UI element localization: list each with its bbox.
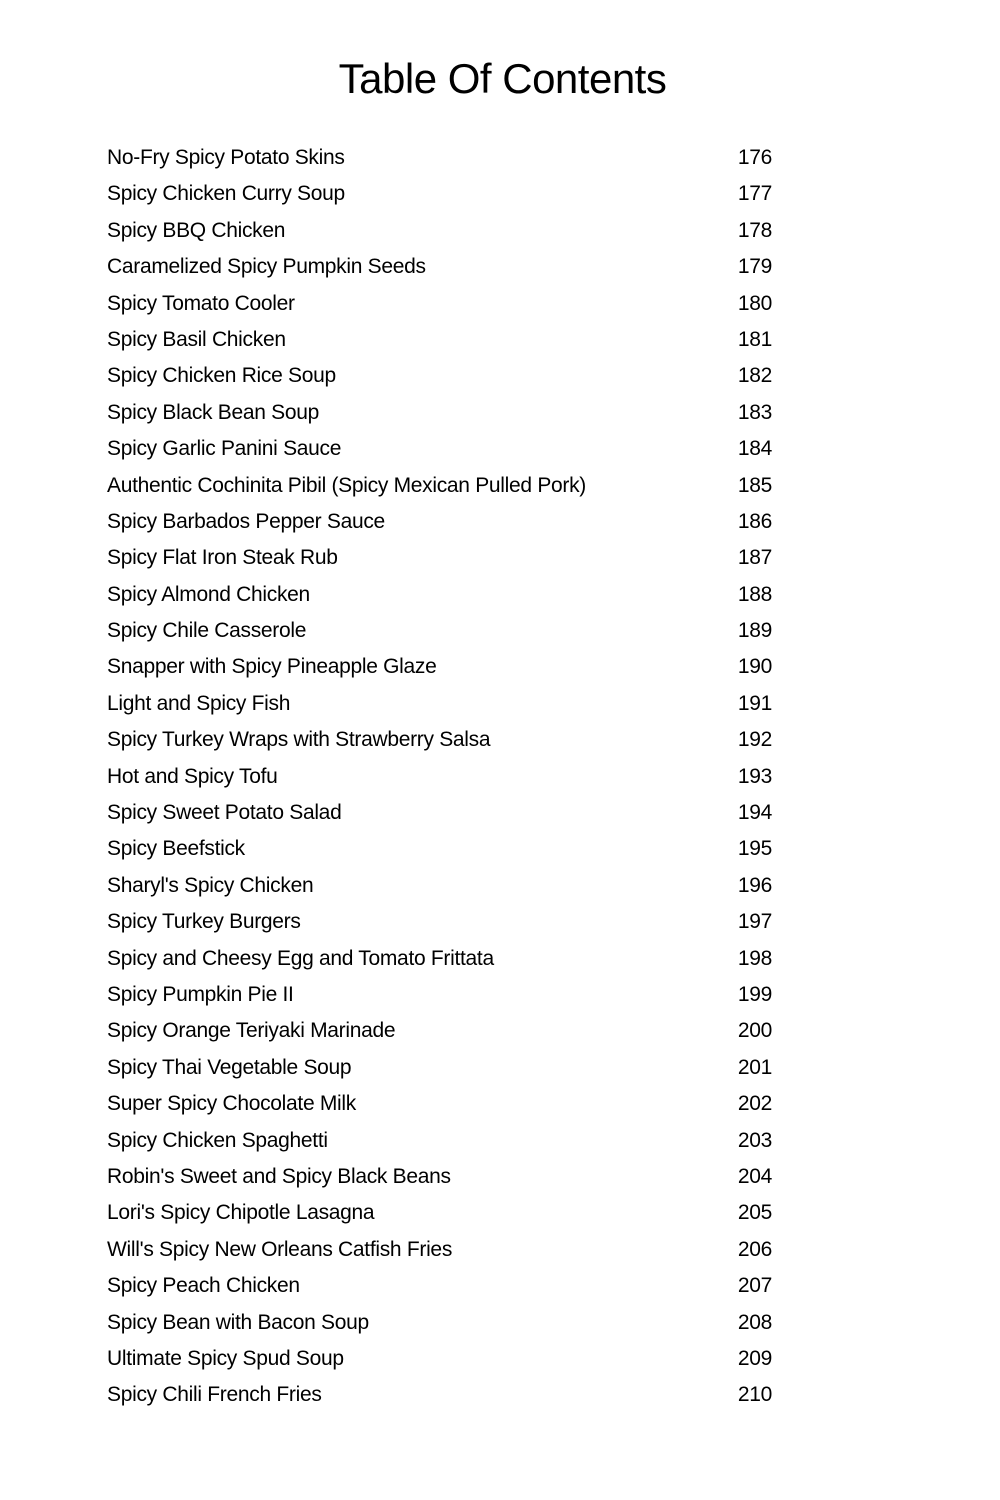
toc-entry[interactable] xyxy=(107,1268,772,1304)
toc-entry[interactable] xyxy=(107,904,772,940)
toc-entry-page-number: 208 xyxy=(737,1310,772,1334)
toc-entry-title: Ultimate Spicy Spud Soup xyxy=(107,1346,344,1370)
toc-entry-page-number: 186 xyxy=(737,509,772,533)
toc-entry-title: Spicy Chicken Curry Soup xyxy=(107,182,345,206)
toc-entry-title: Spicy Almond Chicken xyxy=(107,582,310,606)
toc-entry-page-number: 181 xyxy=(737,327,772,351)
toc-entry-title: Spicy Orange Teriyaki Marinade xyxy=(107,1019,396,1043)
toc-entry[interactable] xyxy=(107,941,772,977)
toc-entry-page-number: 201 xyxy=(737,1055,772,1079)
toc-entry[interactable] xyxy=(107,686,772,722)
toc-entry-page-number: 203 xyxy=(737,1128,772,1152)
toc-entry[interactable] xyxy=(107,1050,772,1086)
toc-entry[interactable] xyxy=(107,249,772,285)
toc-entry-title: Spicy Basil Chicken xyxy=(107,327,286,351)
toc-entry-title: Spicy BBQ Chicken xyxy=(107,218,286,242)
toc-entry-title: Spicy Garlic Panini Sauce xyxy=(107,437,342,461)
toc-entry-page-number: 209 xyxy=(737,1346,772,1370)
toc-entry[interactable] xyxy=(107,1232,772,1268)
toc-entry[interactable] xyxy=(107,795,772,831)
toc-entry[interactable] xyxy=(107,140,772,176)
toc-entry-page-number: 199 xyxy=(737,982,772,1006)
toc-entry[interactable] xyxy=(107,1013,772,1049)
toc-entry-title: Spicy Chicken Rice Soup xyxy=(107,364,336,388)
toc-entry[interactable] xyxy=(107,1195,772,1231)
toc-entry[interactable] xyxy=(107,759,772,795)
toc-entry-page-number: 192 xyxy=(737,728,772,752)
toc-entry-title: Spicy and Cheesy Egg and Tomato Frittata xyxy=(107,946,494,970)
toc-entry[interactable] xyxy=(107,722,772,758)
toc-entry-title: Super Spicy Chocolate Milk xyxy=(107,1092,356,1116)
toc-entry-page-number: 179 xyxy=(737,255,772,279)
toc-entry-page-number: 197 xyxy=(737,910,772,934)
toc-list xyxy=(107,140,772,1414)
toc-entry-title: Spicy Chile Casserole xyxy=(107,619,307,643)
toc-entry-page-number: 193 xyxy=(737,764,772,788)
toc-entry[interactable] xyxy=(107,213,772,249)
toc-entry[interactable] xyxy=(107,977,772,1013)
page-title: Table Of Contents xyxy=(338,55,667,102)
toc-entry-title: Robin's Sweet and Spicy Black Beans xyxy=(107,1164,451,1188)
toc-entry-page-number: 194 xyxy=(737,801,772,825)
toc-entry-title: Authentic Cochinita Pibil (Spicy Mexican Pulled Pork) xyxy=(107,473,586,497)
toc-entry-page-number: 200 xyxy=(737,1019,772,1043)
toc-entry-title: Spicy Tomato Cooler xyxy=(107,291,295,315)
toc-entry-page-number: 191 xyxy=(737,691,772,715)
toc-entry[interactable] xyxy=(107,649,772,685)
toc-entry[interactable] xyxy=(107,176,772,212)
toc-entry[interactable] xyxy=(107,1341,772,1377)
toc-entry-page-number: 190 xyxy=(737,655,772,679)
toc-entry[interactable] xyxy=(107,1377,772,1413)
toc-entry[interactable] xyxy=(107,322,772,358)
toc-entry-page-number: 196 xyxy=(737,873,772,897)
toc-entry-title: Spicy Turkey Burgers xyxy=(107,910,301,934)
toc-entry-title: Spicy Beefstick xyxy=(107,837,245,861)
toc-entry-page-number: 189 xyxy=(737,619,772,643)
toc-entry-page-number: 206 xyxy=(737,1237,772,1261)
toc-entry-title: Caramelized Spicy Pumpkin Seeds xyxy=(107,255,426,279)
toc-entry[interactable] xyxy=(107,468,772,504)
toc-entry-title: No-Fry Spicy Potato Skins xyxy=(107,146,345,169)
toc-entry[interactable] xyxy=(107,1159,772,1195)
toc-entry-page-number: 176 xyxy=(737,146,772,169)
toc-entry[interactable] xyxy=(107,831,772,867)
toc-entry-page-number: 188 xyxy=(737,582,772,606)
toc-entry-page-number: 207 xyxy=(737,1274,772,1298)
toc-entry-title: Hot and Spicy Tofu xyxy=(107,764,278,788)
toc-entry-title: Snapper with Spicy Pineapple Glaze xyxy=(107,655,437,679)
toc-entry-title: Spicy Flat Iron Steak Rub xyxy=(107,546,338,570)
toc-entry[interactable] xyxy=(107,1086,772,1122)
toc-entry-title: Light and Spicy Fish xyxy=(107,691,291,715)
toc-entry-title: Spicy Sweet Potato Salad xyxy=(107,801,342,825)
toc-entry-title: Spicy Chicken Spaghetti xyxy=(107,1128,328,1152)
toc-entry-page-number: 195 xyxy=(737,837,772,861)
toc-entry[interactable] xyxy=(107,286,772,322)
toc-entry-title: Lori's Spicy Chipotle Lasagna xyxy=(107,1201,375,1225)
toc-entry-page-number: 187 xyxy=(737,546,772,570)
toc-entry-title: Will's Spicy New Orleans Catfish Fries xyxy=(107,1237,453,1261)
toc-entry-page-number: 178 xyxy=(737,218,772,242)
toc-entry-title: Spicy Peach Chicken xyxy=(107,1274,300,1298)
toc-entry-title: Spicy Thai Vegetable Soup xyxy=(107,1055,352,1079)
toc-entry-page-number: 210 xyxy=(737,1383,772,1407)
toc-entry-title: Spicy Chili French Fries xyxy=(107,1383,322,1407)
toc-entry-title: Spicy Turkey Wraps with Strawberry Salsa xyxy=(107,728,491,752)
toc-entry-page-number: 202 xyxy=(737,1092,772,1116)
toc-entry-page-number: 185 xyxy=(737,473,772,497)
toc-entry-page-number: 180 xyxy=(737,291,772,315)
toc-entry[interactable] xyxy=(107,358,772,394)
toc-entry[interactable] xyxy=(107,577,772,613)
toc-entry[interactable] xyxy=(107,395,772,431)
toc-entry[interactable] xyxy=(107,1123,772,1159)
toc-entry[interactable] xyxy=(107,540,772,576)
toc-entry[interactable] xyxy=(107,1305,772,1341)
toc-entry-title: Spicy Pumpkin Pie II xyxy=(107,982,294,1006)
toc-entry[interactable] xyxy=(107,431,772,467)
toc-entry-page-number: 198 xyxy=(737,946,772,970)
toc-entry[interactable] xyxy=(107,504,772,540)
toc-entry-page-number: 183 xyxy=(737,400,772,424)
toc-entry-page-number: 204 xyxy=(737,1164,772,1188)
toc-entry-title: Sharyl's Spicy Chicken xyxy=(107,873,314,897)
toc-entry-page-number: 184 xyxy=(737,437,772,461)
toc-entry-title: Spicy Bean with Bacon Soup xyxy=(107,1310,369,1334)
toc-entry-title: Spicy Barbados Pepper Sauce xyxy=(107,509,385,533)
toc-entry-page-number: 177 xyxy=(737,182,772,206)
toc-entry[interactable] xyxy=(107,868,772,904)
toc-entry-page-number: 182 xyxy=(737,364,772,388)
toc-entry-page-number: 205 xyxy=(737,1201,772,1225)
toc-entry-title: Spicy Black Bean Soup xyxy=(107,400,319,424)
toc-entry[interactable] xyxy=(107,613,772,649)
